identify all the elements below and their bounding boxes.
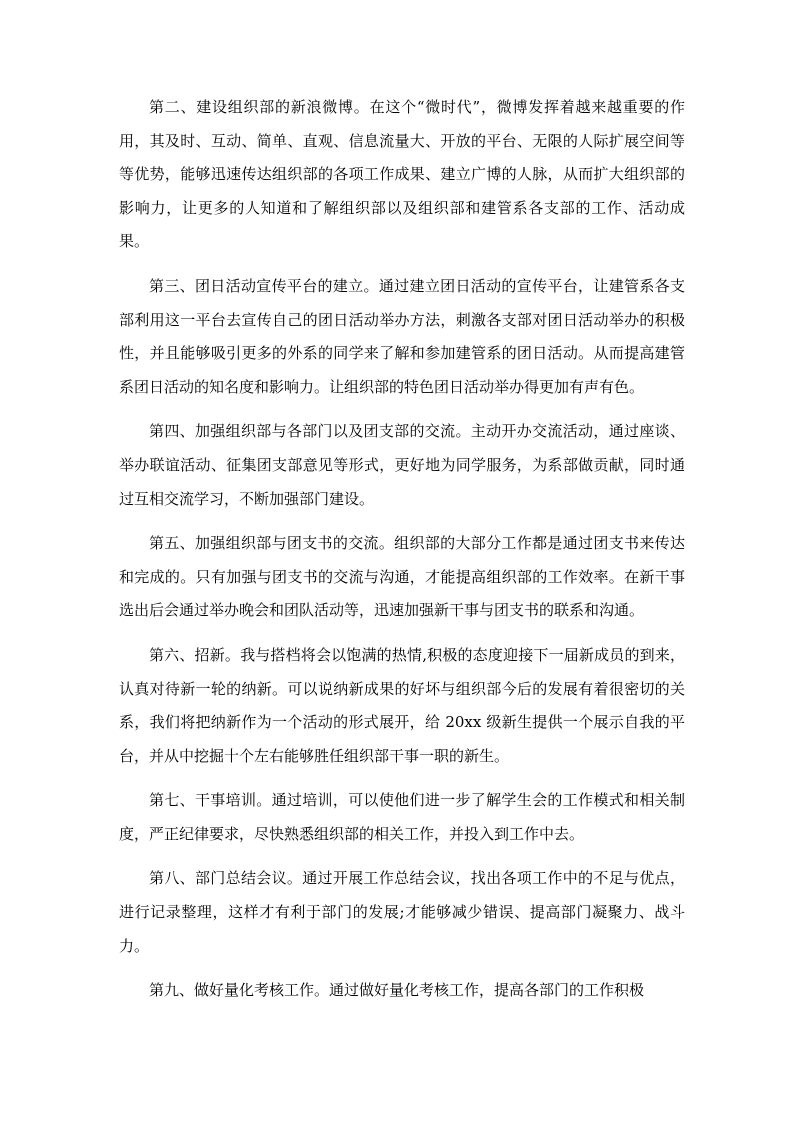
paragraph-summary-meeting: 第八、部门总结会议。通过开展工作总结会议，找出各项工作中的不足与优点，进行记录整理，这样才有利于部门的发展;才能够减少错误、提高部门凝聚力、战斗力。 [119,869,685,955]
paragraph-recruitment: 第六、招新。我与搭档将会以饱满的热情,积极的态度迎接下一届新成员的到来，认真对待新一轮的纳新。可以说纳新成果的好坏与组织部今后的发展有着很密切的关系，我们将把纳新作为一个活动的形式展开，给 20xx 级新生提供一个展示自我的平台，并从中挖掘十个左右能够胜任组织部干事一职的新生。 [119,645,685,765]
paragraph-department-exchange: 第四、加强组织部与各部门以及团支部的交流。主动开办交流活动，通过座谈、举办联谊活动、征集团支部意见等形式，更好地为同学服务，为系部做贡献，同时通过互相交流学习，不断加强部门建设。 [119,422,685,508]
document-page [119,91,685,1019]
paragraph-weibo: 第二、建设组织部的新浪微博。在这个“微时代”，微博发挥着越来越重要的作用，其及时、互动、简单、直观、信息流量大、开放的平台、无限的人际扩展空间等等优势，能够迅速传达组织部的各项工作成果、建立广博的人脉，从而扩大组织部的影响力，让更多的人知道和了解组织部以及组织部和建管系各支部的工作、活动成果。 [119,98,685,251]
paragraph-quantitative-assessment: 第九、做好量化考核工作。通过做好量化考核工作，提高各部门的工作积极 [149,981,645,1000]
paragraph-staff-training: 第七、干事培训。通过培训，可以使他们进一步了解学生会的工作模式和相关制度，严正纪律要求，尽快熟悉组织部的相关工作，并投入到工作中去。 [119,791,685,843]
paragraph-secretary-exchange: 第五、加强组织部与团支书的交流。组织部的大部分工作都是通过团支书来传达和完成的。只有加强与团支书的交流与沟通，才能提高组织部的工作效率。在新干事选出后会通过举办晚会和团队活动等，迅速加强新干事与团支书的联系和沟通。 [119,534,685,620]
paragraph-league-day-platform: 第三、团日活动宣传平台的建立。通过建立团日活动的宣传平台，让建管系各支部利用这一平台去宣传自己的团日活动举办方法，刺激各支部对团日活动举办的积极性，并且能够吸引更多的外系的同学来了解和参加建管系的团日活动。从而提高建管系团日活动的知名度和影响力。让组织部的特色团日活动举办得更加有声有色。 [119,276,685,396]
